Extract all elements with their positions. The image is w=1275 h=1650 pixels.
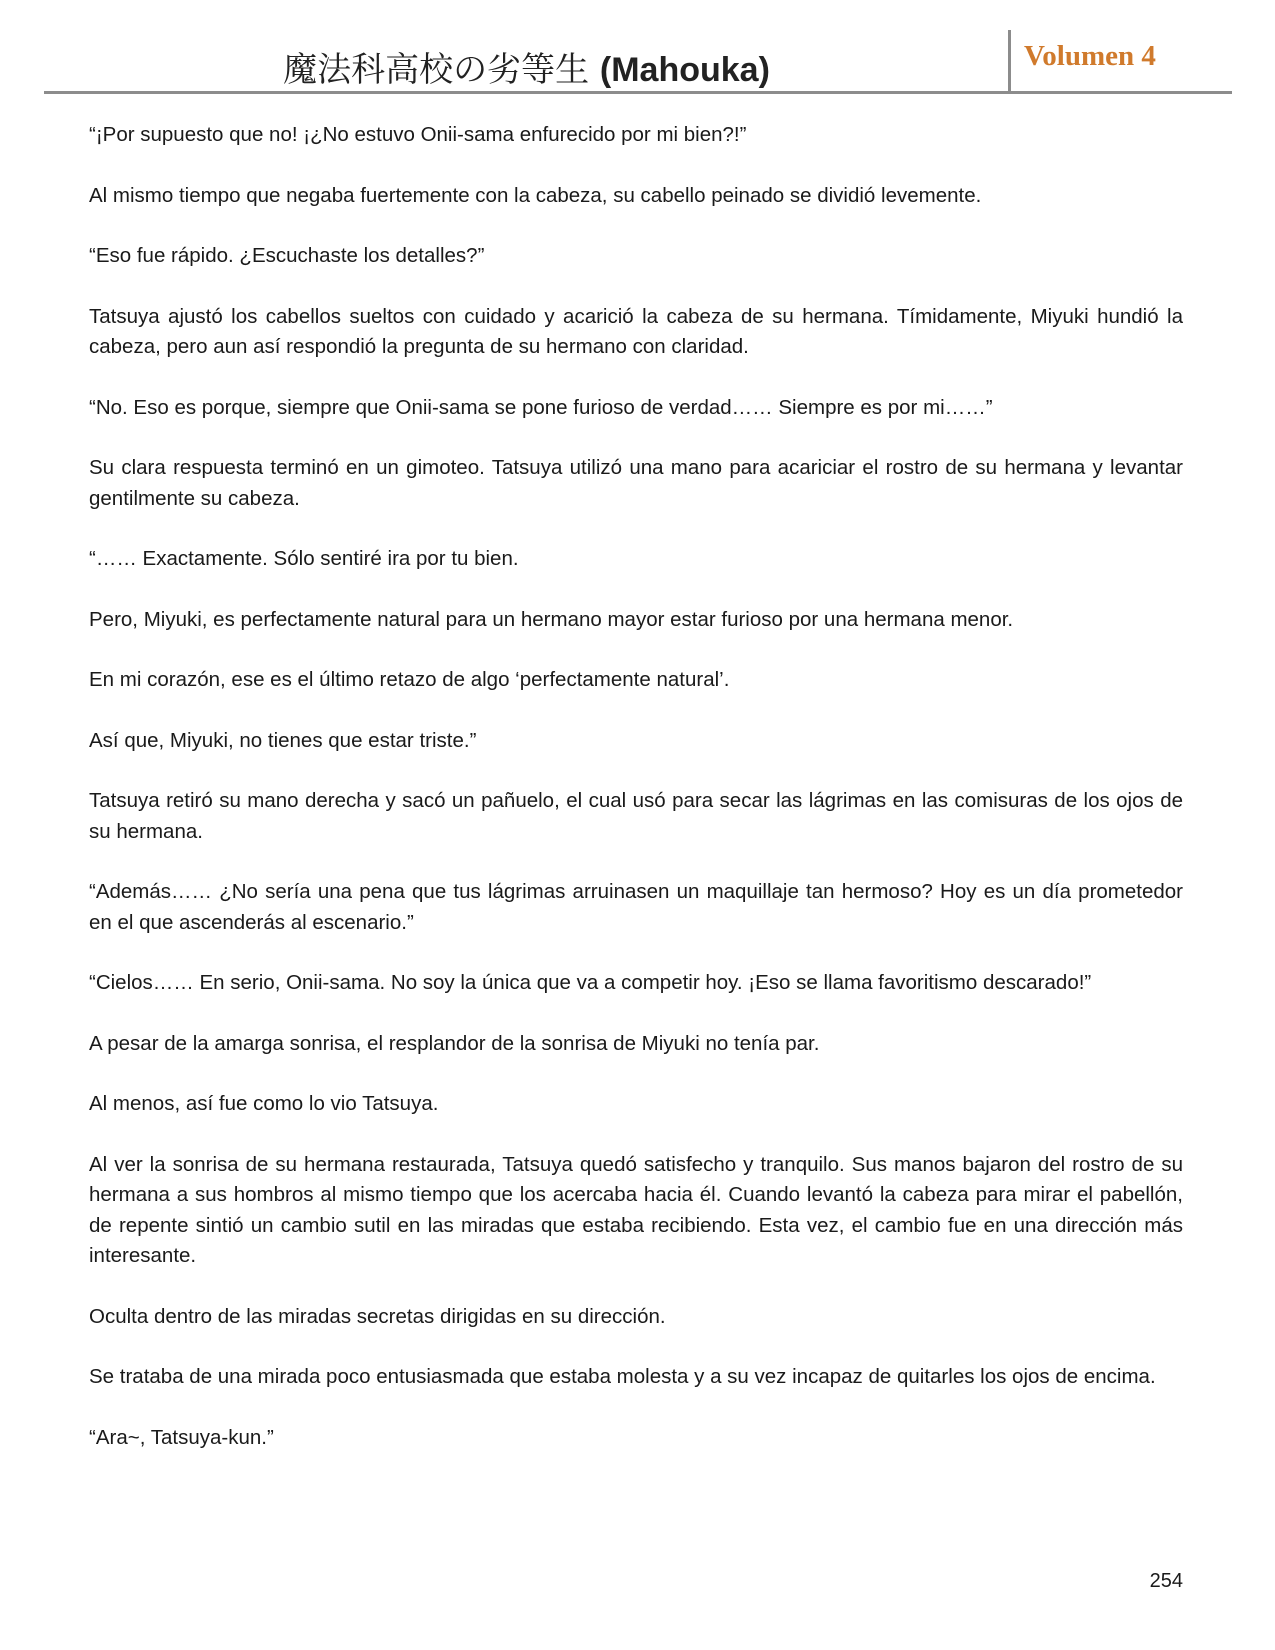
page-number: 254 xyxy=(1149,1570,1183,1592)
paragraph: Oculta dentro de las miradas secretas dirigidas en su dirección. xyxy=(89,1304,666,1328)
paragraph: Así que, Miyuki, no tienes que estar triste.” xyxy=(89,728,477,752)
volume-label: Volumen 4 xyxy=(1024,40,1156,72)
paragraph: “¡Por supuesto que no! ¡¿No estuvo Onii-sama enfurecido por mi bien?!” xyxy=(89,123,747,146)
paragraph: Al ver la sonrisa de su hermana restaurada, Tatsuya quedó satisfecho y tranquilo. Sus manos bajaron del rostro de su hermana a sus hombros al mismo tiempo que los acercaba hacia él. Cuando levantó la cabeza para mirar el pabellón, de repente sintió un cambio sutil en las miradas que estaba recibiendo. Esta vez, el cambio fue en una dirección más interesante. xyxy=(89,1152,1183,1267)
paragraph: “Eso fue rápido. ¿Escuchaste los detalles?” xyxy=(89,244,485,267)
book-title-cjk: 魔法科高校の劣等生 xyxy=(283,50,600,90)
page-body xyxy=(89,120,1183,1483)
paragraph: “Ara~, Tatsuya-kun.” xyxy=(89,1425,274,1449)
paragraph: Se trataba de una mirada poco entusiasmada que estaba molesta y a su vez incapaz de quitarles los ojos de encima. xyxy=(89,1365,1156,1388)
paragraph: Tatsuya ajustó los cabellos sueltos con cuidado y acarició la cabeza de su hermana. Tímidamente, Miyuki hundió la cabeza, pero aun así respondió la pregunta de su hermano con claridad. xyxy=(89,304,1183,358)
header-rule xyxy=(44,91,1232,94)
paragraph: Al mismo tiempo que negaba fuertemente con la cabeza, su cabello peinado se dividió levemente. xyxy=(89,183,982,207)
paragraph: “No. Eso es porque, siempre que Onii-sama se pone furioso de verdad…… Siempre es por mi……” xyxy=(89,395,993,419)
paragraph: “Además…… ¿No sería una pena que tus lágrimas arruinasen un maquillaje tan hermoso? Hoy es un día prometedor en el que ascenderás al escenario.” xyxy=(89,880,1183,934)
paragraph: Tatsuya retiró su mano derecha y sacó un pañuelo, el cual usó para secar las lágrimas en las comisuras de los ojos de su hermana. xyxy=(89,789,1183,843)
paragraph: “Cielos…… En serio, Onii-sama. No soy la única que va a competir hoy. ¡Eso se llama favoritismo descarado!” xyxy=(89,971,1092,994)
paragraph: En mi corazón, ese es el último retazo de algo ‘perfectamente natural’. xyxy=(89,668,730,691)
paragraph: Al menos, así fue como lo vio Tatsuya. xyxy=(89,1092,439,1115)
header-divider xyxy=(1008,30,1011,92)
book-title xyxy=(44,42,1009,91)
paragraph: A pesar de la amarga sonrisa, el resplandor de la sonrisa de Miyuki no tenía par. xyxy=(89,1031,820,1055)
book-title-latin: (Mahouka) xyxy=(599,51,770,89)
paragraph: Pero, Miyuki, es perfectamente natural para un hermano mayor estar furioso por una hermana menor. xyxy=(89,607,1014,631)
paragraph: “…… Exactamente. Sólo sentiré ira por tu bien. xyxy=(89,547,519,570)
paragraph: Su clara respuesta terminó en un gimoteo. Tatsuya utilizó una mano para acariciar el rostro de su hermana y levantar gentilmente su cabeza. xyxy=(89,456,1183,510)
page-header xyxy=(44,28,1232,92)
